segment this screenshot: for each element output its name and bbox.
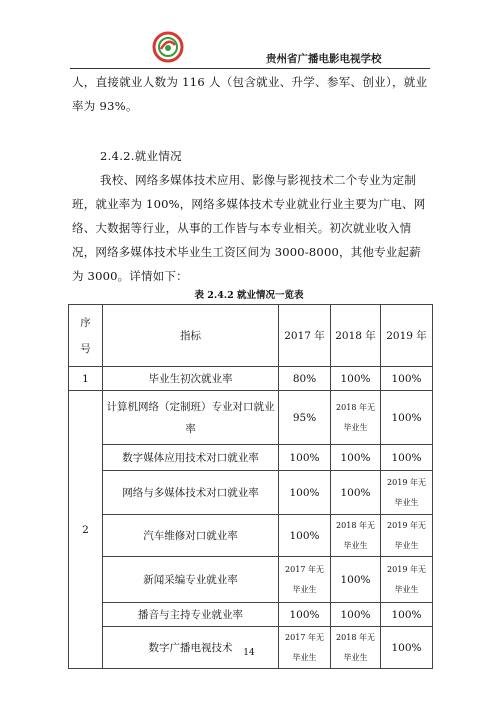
table-row	[69, 515, 433, 557]
row1-2017: 80%	[279, 367, 331, 391]
row1-seq: 1	[69, 367, 103, 391]
row-2018: 100%	[331, 471, 381, 515]
paragraph-employment: 我校、网络多媒体技术应用、影像与影视技术二个专业为定制班，就业率为 100%，网络多媒体技术专业就业行业主要为广电、网络、大数据等行业，从事的工作皆与本专业相关。初次就业收入情况，网络多媒体技术毕业生工资区间为 3000-8000，其他专业起薪为 3000。详情如下：	[72, 173, 426, 283]
row-2019: 2019 年无毕业生	[381, 557, 433, 603]
row-indicator: 数字广播电视技术	[103, 627, 279, 669]
row-2017: 100%	[279, 471, 331, 515]
table-row	[69, 471, 433, 515]
row-2018: 100%	[331, 603, 381, 627]
row-indicator: 汽车维修对口就业率	[103, 515, 279, 557]
row1-2019: 100%	[381, 367, 433, 391]
row-2018: 100%	[331, 557, 381, 603]
row-2018: 100%	[331, 445, 381, 471]
row-2019: 2019 年无毕业生	[381, 515, 433, 557]
table-title: 表 2.4.2 就业情况一览表	[194, 290, 304, 301]
page-number: 14	[243, 648, 255, 658]
section-heading: 2.4.2.就业情况	[100, 149, 182, 163]
header-2017: 2017 年	[279, 305, 331, 367]
table-row	[69, 391, 433, 445]
table-header-row	[69, 305, 433, 367]
table-row	[69, 367, 433, 391]
row-2017: 100%	[279, 515, 331, 557]
page-header	[70, 28, 430, 68]
row-2017: 2017 年无毕业生	[279, 557, 331, 603]
row-2019: 100%	[381, 391, 433, 445]
header-2018: 2018 年	[331, 305, 381, 367]
row-indicator: 计算机网络（定制班）专业对口就业率	[103, 391, 279, 445]
school-logo-icon	[152, 31, 184, 63]
row-2019: 100%	[381, 627, 433, 669]
row-indicator: 播音与主持专业就业率	[103, 603, 279, 627]
employment-table	[68, 304, 433, 669]
header-seq: 序号	[69, 305, 103, 367]
row-2017: 100%	[279, 445, 331, 471]
table-row	[69, 603, 433, 627]
row-2019: 2019 年无毕业生	[381, 471, 433, 515]
row-2017: 2017 年无毕业生	[279, 627, 331, 669]
row-indicator: 数字媒体应用技术对口就业率	[103, 445, 279, 471]
row-2017: 100%	[279, 603, 331, 627]
row-indicator: 网络与多媒体技术对口就业率	[103, 471, 279, 515]
row-2019: 100%	[381, 603, 433, 627]
table-row	[69, 557, 433, 603]
table-row	[69, 445, 433, 471]
paragraph-1: 人，直接就业人数为 116 人（包含就业、升学、参军、创业），就业率为 93%。	[72, 75, 428, 113]
row-2017: 95%	[279, 391, 331, 445]
row-2018: 2018 年无毕业生	[331, 391, 381, 445]
header-divider	[70, 68, 430, 69]
school-name: 贵州省广播电影电视学校	[266, 53, 382, 65]
header-indicator: 指标	[103, 305, 279, 367]
row1-indicator: 毕业生初次就业率	[103, 367, 279, 391]
row-2018: 2018 年无毕业生	[331, 627, 381, 669]
header-2019: 2019 年	[381, 305, 433, 367]
row-2018: 2018 年无毕业生	[331, 515, 381, 557]
row-2019: 100%	[381, 445, 433, 471]
row1-2018: 100%	[331, 367, 381, 391]
row-indicator: 新闻采编专业就业率	[103, 557, 279, 603]
group2-seq: 2	[69, 391, 103, 669]
